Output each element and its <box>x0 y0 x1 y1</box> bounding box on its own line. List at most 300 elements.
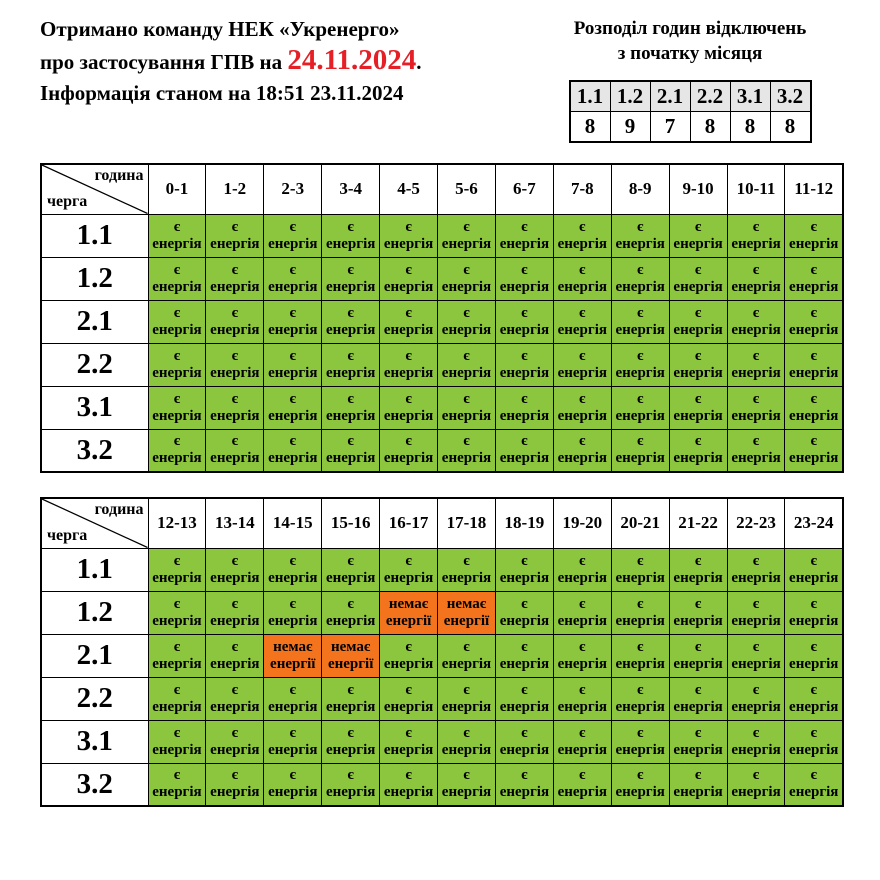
hour-header: 20-21 <box>611 498 669 548</box>
table-row <box>41 429 843 472</box>
cell-text-line-2: енергія <box>731 612 781 629</box>
cell-text-line-2: енергія <box>152 698 202 715</box>
cell-energy-available <box>785 300 843 343</box>
cell-text-line-1: є <box>231 390 239 407</box>
cell-text-line-1: є <box>231 595 239 612</box>
cell-energy-available <box>206 591 264 634</box>
cell-energy-available <box>438 720 496 763</box>
cell-energy-available <box>495 634 553 677</box>
hour-header: 22-23 <box>727 498 785 548</box>
cell-energy-available <box>380 677 438 720</box>
hour-header: 5-6 <box>438 164 496 214</box>
cell-text-line-2: енергія <box>673 278 723 295</box>
cell-energy-available <box>322 591 380 634</box>
cell-text-line-2: енергія <box>499 364 550 381</box>
cell-text-line-1: є <box>521 218 528 235</box>
cell-text-line-1: є <box>694 304 702 321</box>
cell-text-line-2: енергія <box>268 450 318 467</box>
queue-label: 3.1 <box>41 386 148 429</box>
cell-text-line-1: є <box>579 552 586 569</box>
cell-text-line-2: енергія <box>383 235 434 252</box>
cell-text-line-2: енергії <box>443 612 490 629</box>
schedule-table-hours-0-12 <box>40 163 844 473</box>
cell-text-line-1: є <box>636 595 644 612</box>
cell-text-line-1: є <box>289 595 296 612</box>
summary-hours-value: 7 <box>650 112 690 143</box>
cell-text-line-2: енергія <box>441 450 492 467</box>
cell-energy-available <box>206 677 264 720</box>
cell-text-line-1: є <box>521 347 528 364</box>
cell-text-line-2: енергія <box>731 235 781 252</box>
cell-energy-available <box>380 343 438 386</box>
cell-text-line-2: енергія <box>210 569 260 586</box>
cell-text-line-2: енергія <box>673 698 723 715</box>
cell-energy-available <box>264 548 322 591</box>
cell-text-line-2: енергія <box>268 321 318 338</box>
cell-text-line-2: енергія <box>152 612 202 629</box>
cell-text-line-2: енергія <box>441 569 492 586</box>
cell-text-line-1: є <box>173 390 181 407</box>
cell-text-line-1: є <box>231 218 239 235</box>
cell-text-line-2: енергія <box>383 741 434 758</box>
hour-header: 0-1 <box>148 164 206 214</box>
cell-text-line-1: є <box>463 433 470 450</box>
cell-energy-available <box>322 429 380 472</box>
cell-text-line-2: енергія <box>383 784 434 801</box>
cell-energy-available <box>322 763 380 806</box>
cell-text-line-1: є <box>289 390 296 407</box>
cell-energy-available <box>785 720 843 763</box>
summary-hours-value: 9 <box>610 112 650 143</box>
cell-text-line-1: є <box>173 433 181 450</box>
hour-header: 12-13 <box>148 498 206 548</box>
cell-energy-available <box>495 386 553 429</box>
cell-text-line-1: є <box>173 681 181 698</box>
cell-text-line-2: енергія <box>441 235 492 252</box>
cell-text-line-1: є <box>289 767 296 784</box>
summary-header-row <box>570 81 811 112</box>
cell-text-line-2: енергії <box>327 655 374 672</box>
cell-text-line-2: енергія <box>152 235 202 252</box>
hour-header: 19-20 <box>553 498 611 548</box>
cell-text-line-1: є <box>405 347 412 364</box>
cell-text-line-1: є <box>636 390 644 407</box>
cell-text-line-2: енергія <box>383 407 434 424</box>
cell-text-line-1: є <box>347 218 354 235</box>
cell-text-line-1: є <box>463 552 470 569</box>
summary-queue-header: 1.2 <box>610 81 650 112</box>
cell-text-line-1: є <box>752 552 760 569</box>
summary-title <box>540 16 840 66</box>
cell-text-line-1: є <box>579 304 586 321</box>
cell-energy-available <box>553 548 611 591</box>
cell-energy-available <box>553 300 611 343</box>
cell-text-line-1: є <box>752 681 760 698</box>
cell-text-line-2: енергія <box>615 741 665 758</box>
cell-energy-available <box>438 429 496 472</box>
cell-text-line-1: є <box>810 724 817 741</box>
cell-text-line-1: є <box>173 724 181 741</box>
cell-text-line-1: немає <box>273 638 313 655</box>
cell-text-line-2: енергія <box>441 364 492 381</box>
cell-text-line-2: енергія <box>673 450 723 467</box>
cell-text-line-1: є <box>694 724 702 741</box>
summary-hours-value: 8 <box>770 112 811 143</box>
cell-text-line-1: є <box>694 390 702 407</box>
cell-text-line-2: енергія <box>789 741 839 758</box>
cell-text-line-1: є <box>636 433 644 450</box>
cell-text-line-2: енергія <box>383 450 434 467</box>
cell-text-line-2: енергія <box>325 784 376 801</box>
cell-text-line-1: є <box>231 638 239 655</box>
cell-text-line-1: є <box>810 552 817 569</box>
cell-energy-available <box>380 257 438 300</box>
cell-text-line-2: енергія <box>441 321 492 338</box>
cell-text-line-2: енергія <box>268 784 318 801</box>
cell-text-line-1: є <box>173 261 181 278</box>
cell-energy-available <box>495 343 553 386</box>
cell-text-line-1: є <box>636 218 644 235</box>
summary-queue-header: 1.1 <box>570 81 611 112</box>
cell-energy-available <box>264 343 322 386</box>
cell-energy-available <box>264 257 322 300</box>
cell-text-line-1: є <box>694 261 702 278</box>
cell-text-line-2: енергія <box>210 741 260 758</box>
cell-energy-available <box>322 343 380 386</box>
cell-energy-available <box>148 548 206 591</box>
summary-queue-header: 2.1 <box>650 81 690 112</box>
cell-energy-available <box>380 548 438 591</box>
cell-energy-available <box>785 548 843 591</box>
cell-energy-available <box>727 548 785 591</box>
cell-energy-available <box>148 591 206 634</box>
cell-text-line-2: енергія <box>673 612 723 629</box>
cell-text-line-1: є <box>521 261 528 278</box>
announcement <box>40 14 540 109</box>
cell-energy-available <box>322 720 380 763</box>
cell-energy-available <box>611 763 669 806</box>
cell-text-line-2: енергія <box>673 655 723 672</box>
cell-energy-available <box>553 677 611 720</box>
cell-text-line-2: енергія <box>441 407 492 424</box>
cell-energy-available <box>611 386 669 429</box>
cell-text-line-2: енергія <box>557 698 607 715</box>
cell-text-line-1: є <box>173 552 181 569</box>
cell-energy-unavailable <box>264 634 322 677</box>
cell-text-line-2: енергія <box>383 321 434 338</box>
cell-text-line-1: є <box>521 595 528 612</box>
cell-text-line-1: є <box>521 767 528 784</box>
cell-energy-available <box>322 300 380 343</box>
cell-energy-available <box>206 763 264 806</box>
cell-text-line-2: енергія <box>731 698 781 715</box>
cell-text-line-1: є <box>579 390 586 407</box>
cell-energy-available <box>495 257 553 300</box>
cell-energy-available <box>206 343 264 386</box>
hour-header: 15-16 <box>322 498 380 548</box>
cell-energy-available <box>785 677 843 720</box>
cell-energy-available <box>495 300 553 343</box>
cell-energy-available <box>380 214 438 257</box>
queue-label: 1.2 <box>41 591 148 634</box>
cell-energy-available <box>611 548 669 591</box>
cell-text-line-2: енергія <box>210 364 260 381</box>
cell-text-line-1: є <box>405 304 412 321</box>
queue-label: 2.2 <box>41 677 148 720</box>
cell-energy-available <box>785 214 843 257</box>
cell-text-line-1: є <box>521 433 528 450</box>
cell-text-line-1: є <box>752 595 760 612</box>
corner-queue-label: черга <box>47 526 88 544</box>
cell-text-line-2: енергія <box>615 784 665 801</box>
cell-text-line-2: енергія <box>325 450 376 467</box>
cell-text-line-1: немає <box>388 595 429 612</box>
cell-energy-available <box>611 257 669 300</box>
cell-text-line-2: енергія <box>325 407 376 424</box>
cell-energy-available <box>553 763 611 806</box>
cell-text-line-2: енергія <box>499 278 550 295</box>
table-row <box>41 300 843 343</box>
cell-energy-available <box>264 591 322 634</box>
cell-text-line-2: енергія <box>210 235 260 252</box>
cell-text-line-2: енергія <box>325 569 376 586</box>
table-row <box>41 386 843 429</box>
cell-text-line-2: енергія <box>383 655 434 672</box>
cell-energy-available <box>264 300 322 343</box>
cell-text-line-2: енергія <box>731 278 781 295</box>
cell-text-line-2: енергія <box>325 321 376 338</box>
cell-text-line-1: є <box>405 638 412 655</box>
cell-text-line-2: енергія <box>731 321 781 338</box>
cell-energy-available <box>380 386 438 429</box>
cell-text-line-2: енергія <box>268 407 318 424</box>
corner-hour-label: година <box>94 167 144 184</box>
queue-label: 2.1 <box>41 634 148 677</box>
cell-energy-available <box>206 429 264 472</box>
cell-text-line-1: є <box>405 681 412 698</box>
table-row <box>41 548 843 591</box>
hour-header: 3-4 <box>322 164 380 214</box>
cell-energy-available <box>669 214 727 257</box>
cell-text-line-1: є <box>521 681 528 698</box>
hour-header: 13-14 <box>206 498 264 548</box>
summary-panel <box>540 16 840 143</box>
cell-text-line-1: є <box>694 218 702 235</box>
hour-header: 14-15 <box>264 498 322 548</box>
cell-text-line-2: енергія <box>383 278 434 295</box>
cell-energy-available <box>553 429 611 472</box>
cell-energy-available <box>206 214 264 257</box>
cell-energy-available <box>669 634 727 677</box>
cell-energy-available <box>148 429 206 472</box>
cell-energy-available <box>785 386 843 429</box>
cell-text-line-1: є <box>752 347 760 364</box>
cell-energy-available <box>727 591 785 634</box>
cell-energy-available <box>611 591 669 634</box>
cell-text-line-1: є <box>405 218 412 235</box>
cell-text-line-2: енергія <box>325 741 376 758</box>
cell-text-line-2: енергія <box>441 784 492 801</box>
hour-header: 11-12 <box>785 164 843 214</box>
cell-energy-available <box>264 720 322 763</box>
summary-queue-header: 2.2 <box>690 81 730 112</box>
cell-energy-available <box>264 763 322 806</box>
cell-energy-available <box>553 257 611 300</box>
cell-text-line-2: енергія <box>731 450 781 467</box>
cell-text-line-2: енергія <box>731 741 781 758</box>
cell-text-line-1: є <box>694 595 702 612</box>
cell-text-line-2: енергія <box>673 235 723 252</box>
cell-text-line-2: енергія <box>557 235 607 252</box>
cell-text-line-1: є <box>231 552 239 569</box>
cell-text-line-2: енергія <box>325 698 376 715</box>
cell-text-line-1: є <box>289 433 296 450</box>
hour-header: 8-9 <box>611 164 669 214</box>
cell-energy-available <box>553 214 611 257</box>
cell-text-line-2: енергія <box>731 655 781 672</box>
cell-text-line-1: є <box>347 347 354 364</box>
cell-text-line-2: енергія <box>557 569 607 586</box>
cell-text-line-1: є <box>463 347 470 364</box>
cell-text-line-1: є <box>752 638 760 655</box>
cell-text-line-1: є <box>289 724 296 741</box>
corner-queue-label: черга <box>47 192 88 210</box>
cell-energy-available <box>553 720 611 763</box>
cell-energy-available <box>785 591 843 634</box>
cell-text-line-2: енергія <box>615 321 665 338</box>
cell-text-line-2: енергія <box>441 278 492 295</box>
cell-energy-available <box>495 214 553 257</box>
corner-hour-label: година <box>94 501 144 518</box>
cell-energy-available <box>148 763 206 806</box>
cell-energy-available <box>669 591 727 634</box>
cell-energy-available <box>669 386 727 429</box>
table-row <box>41 677 843 720</box>
cell-energy-available <box>206 386 264 429</box>
cell-text-line-1: є <box>347 595 354 612</box>
cell-energy-available <box>495 720 553 763</box>
cell-text-line-2: енергія <box>499 784 550 801</box>
cell-energy-available <box>727 634 785 677</box>
cell-text-line-2: енергія <box>499 698 550 715</box>
cell-text-line-2: енергія <box>441 741 492 758</box>
cell-text-line-2: енергія <box>152 655 202 672</box>
cell-energy-available <box>148 634 206 677</box>
queue-label: 1.1 <box>41 214 148 257</box>
cell-text-line-1: є <box>810 304 817 321</box>
summary-queue-header: 3.1 <box>730 81 770 112</box>
cell-text-line-2: енергія <box>499 407 550 424</box>
cell-text-line-2: енергія <box>152 741 202 758</box>
cell-text-line-2: енергія <box>268 364 318 381</box>
cell-text-line-1: є <box>289 681 296 698</box>
cell-text-line-2: енергія <box>789 278 839 295</box>
hour-header: 9-10 <box>669 164 727 214</box>
cell-text-line-2: енергія <box>615 698 665 715</box>
cell-text-line-1: є <box>636 304 644 321</box>
cell-text-line-1: є <box>347 433 354 450</box>
cell-text-line-1: є <box>521 638 528 655</box>
cell-text-line-1: є <box>636 767 644 784</box>
cell-text-line-2: енергія <box>615 407 665 424</box>
cell-text-line-1: є <box>173 595 181 612</box>
announcement-line-3: Інформація станом на 18:51 23.11.2024 <box>40 81 404 105</box>
cell-energy-available <box>727 343 785 386</box>
cell-text-line-2: енергія <box>210 278 260 295</box>
cell-energy-available <box>322 257 380 300</box>
cell-text-line-1: є <box>347 767 354 784</box>
table-row <box>41 591 843 634</box>
cell-text-line-2: енергія <box>210 450 260 467</box>
cell-text-line-1: є <box>579 433 586 450</box>
cell-text-line-1: є <box>173 638 181 655</box>
cell-energy-available <box>438 257 496 300</box>
hour-header-row <box>41 498 843 548</box>
cell-text-line-1: є <box>521 552 528 569</box>
cell-energy-available <box>322 214 380 257</box>
cell-energy-unavailable <box>438 591 496 634</box>
cell-text-line-2: енергія <box>152 321 202 338</box>
cell-energy-available <box>669 677 727 720</box>
cell-text-line-2: енергія <box>789 784 839 801</box>
summary-values-row <box>570 112 811 143</box>
cell-text-line-2: енергії <box>385 612 432 629</box>
cell-text-line-2: енергія <box>789 407 839 424</box>
cell-energy-available <box>148 214 206 257</box>
cell-energy-available <box>438 214 496 257</box>
cell-text-line-2: енергія <box>499 741 550 758</box>
cell-text-line-1: є <box>231 304 239 321</box>
cell-text-line-2: енергія <box>268 235 318 252</box>
cell-text-line-2: енергія <box>557 450 607 467</box>
cell-text-line-1: є <box>463 638 470 655</box>
cell-text-line-1: є <box>636 552 644 569</box>
cell-energy-available <box>380 300 438 343</box>
cell-text-line-1: є <box>810 595 817 612</box>
cell-text-line-1: немає <box>446 595 487 612</box>
cell-text-line-1: є <box>289 347 296 364</box>
cell-text-line-2: енергія <box>615 655 665 672</box>
cell-text-line-1: є <box>463 218 470 235</box>
cell-text-line-1: є <box>810 681 817 698</box>
cell-text-line-2: енергія <box>499 569 550 586</box>
cell-text-line-2: енергія <box>152 407 202 424</box>
cell-energy-available <box>611 214 669 257</box>
cell-text-line-2: енергія <box>615 235 665 252</box>
cell-energy-available <box>322 677 380 720</box>
cell-energy-available <box>264 677 322 720</box>
cell-text-line-2: енергія <box>210 698 260 715</box>
cell-text-line-2: енергія <box>673 321 723 338</box>
cell-energy-available <box>727 720 785 763</box>
cell-energy-available <box>380 720 438 763</box>
table-row <box>41 763 843 806</box>
hour-header: 21-22 <box>669 498 727 548</box>
cell-text-line-2: енергія <box>268 612 318 629</box>
cell-text-line-2: енергії <box>270 655 316 672</box>
cell-text-line-2: енергія <box>731 407 781 424</box>
cell-energy-unavailable <box>380 591 438 634</box>
summary-title-line-2: з початку місяця <box>617 43 763 64</box>
cell-text-line-1: є <box>810 261 817 278</box>
cell-energy-available <box>495 677 553 720</box>
corner-header-cell <box>41 164 148 214</box>
cell-text-line-2: енергія <box>557 741 607 758</box>
hour-header: 1-2 <box>206 164 264 214</box>
hour-header: 4-5 <box>380 164 438 214</box>
cell-text-line-2: енергія <box>268 741 318 758</box>
cell-text-line-2: енергія <box>789 235 839 252</box>
